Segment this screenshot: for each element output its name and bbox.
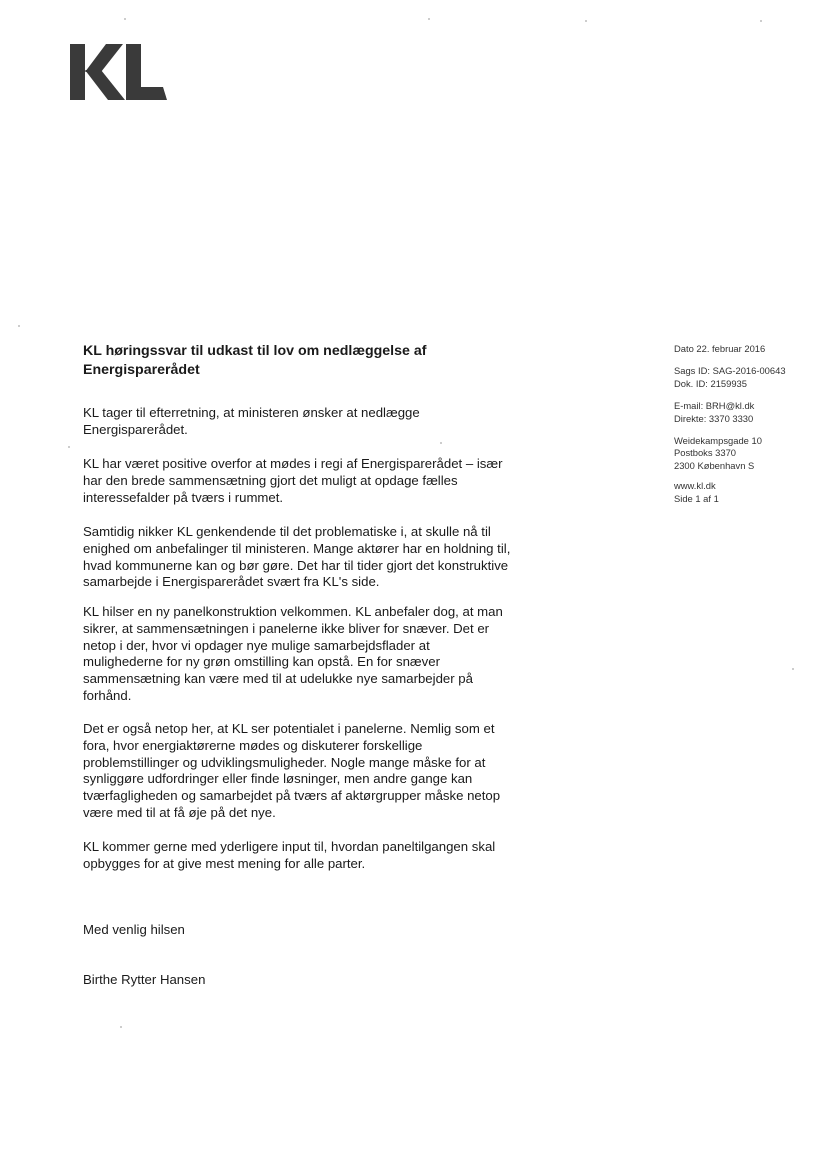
date-value: 22. februar 2016 (696, 343, 766, 354)
letter-body (83, 342, 563, 987)
closing-salutation: Med venlig hilsen (83, 922, 185, 937)
address-line: Weidekampsgade 10 (674, 435, 762, 447)
paragraph-line: Det er også netop her, at KL ser potentialet i panelerne. Nemlig som et (83, 721, 495, 736)
page-info: Side 1 af 1 (674, 492, 719, 504)
paragraph-line: samarbejde i Energisparerådet svært fra KL's side. (83, 574, 380, 590)
letter-title-line-2: Energisparerådet (83, 362, 200, 378)
paragraph-line: være med til at få øje på det nye. (83, 804, 276, 820)
paragraph-line: Energisparerådet. (83, 421, 188, 437)
paragraph-line: synliggøre udfordringer eller finde løsninger, men andre gange kan (83, 771, 473, 787)
case-id-value: SAG-2016-00643 (712, 365, 786, 377)
paragraph-line: netop i der, hvor vi opdager nye mulige samarbejdsflader at (83, 637, 430, 653)
paragraph-6 (83, 839, 495, 873)
case-id-label: Sags ID: (674, 365, 710, 377)
paragraph-line: forhånd. (83, 687, 132, 703)
doc-id-label: Dok. ID: (674, 377, 708, 389)
phone-label: Direkte: (674, 412, 707, 424)
paragraph-line: tværfagligheden og samarbejdet på tværs af aktørgrupper måske netop (83, 788, 501, 804)
paragraph-1 (83, 405, 420, 439)
phone-row (674, 413, 824, 425)
email-row (674, 400, 824, 412)
sidebar-info (674, 343, 824, 505)
email-label: E-mail: (674, 400, 704, 412)
kl-logo (68, 42, 168, 102)
website-link[interactable]: www.kl.dk (674, 480, 716, 492)
paragraph-line: fora, hvor energiaktørerne mødes og diskuterer forskellige (83, 737, 423, 753)
case-id-row (674, 365, 824, 377)
paragraph-line: har den brede sammensætning gjort det muligt at opdage fælles (83, 472, 458, 488)
doc-id-value: 2159935 (710, 377, 747, 389)
paragraph-2 (83, 456, 503, 506)
phone-value: 3370 3330 (708, 412, 754, 424)
paragraph-line: enighed om anbefalinger til ministeren. Mange aktører har en holdning til, (83, 540, 511, 556)
paragraph-4 (83, 604, 503, 705)
paragraph-line: KL kommer gerne med yderligere input til, hvordan paneltilgangen skal (83, 839, 496, 854)
paragraph-line: problemstillinger og udviklingsmuligheder. Nogle mange måske for at (83, 754, 486, 770)
kl-logo-mark (68, 42, 168, 102)
paragraph-line: sikrer, at sammensætningen i panelerne ikke bliver for snæver. Det er (83, 620, 490, 636)
paragraph-line: KL hilser en ny panelkonstruktion velkommen. KL anbefaler dog, at man (83, 604, 503, 619)
signature-name: Birthe Rytter Hansen (83, 972, 206, 987)
date-label: Dato (674, 343, 694, 354)
paragraph-3 (83, 524, 510, 591)
letter-title-line-1: KL høringssvar til udkast til lov om nedlæggelse af (83, 343, 427, 359)
paragraph-line: Samtidig nikker KL genkendende til det problematiske i, at skulle nå til (83, 524, 491, 539)
paragraph-5 (83, 721, 500, 822)
address-line: Postboks 3370 (674, 447, 737, 459)
doc-id-row (674, 378, 824, 390)
paragraph-line: interessefalder på tværs i rummet. (83, 489, 284, 505)
date-row (674, 343, 824, 355)
letter-title (83, 342, 563, 380)
paragraph-line: sammensætning kan være med til at udelukke nye samarbejder på (83, 671, 473, 687)
email-value[interactable]: BRH@kl.dk (705, 400, 755, 412)
address-line: 2300 København S (674, 459, 755, 471)
paragraph-line: mulighederne for ny grøn omstilling kan opstå. En for snæver (83, 654, 440, 670)
paragraph-line: hvad kommunerne kan og bør gøre. Det har til tider gjort det konstruktive (83, 557, 509, 573)
paragraph-line: KL har været positive overfor at mødes i regi af Energisparerådet – især (83, 456, 503, 471)
paragraph-line: KL tager til efterretning, at ministeren ønsker at nedlægge (83, 405, 420, 420)
paragraph-line: opbygges for at give mest mening for alle parter. (83, 855, 366, 871)
